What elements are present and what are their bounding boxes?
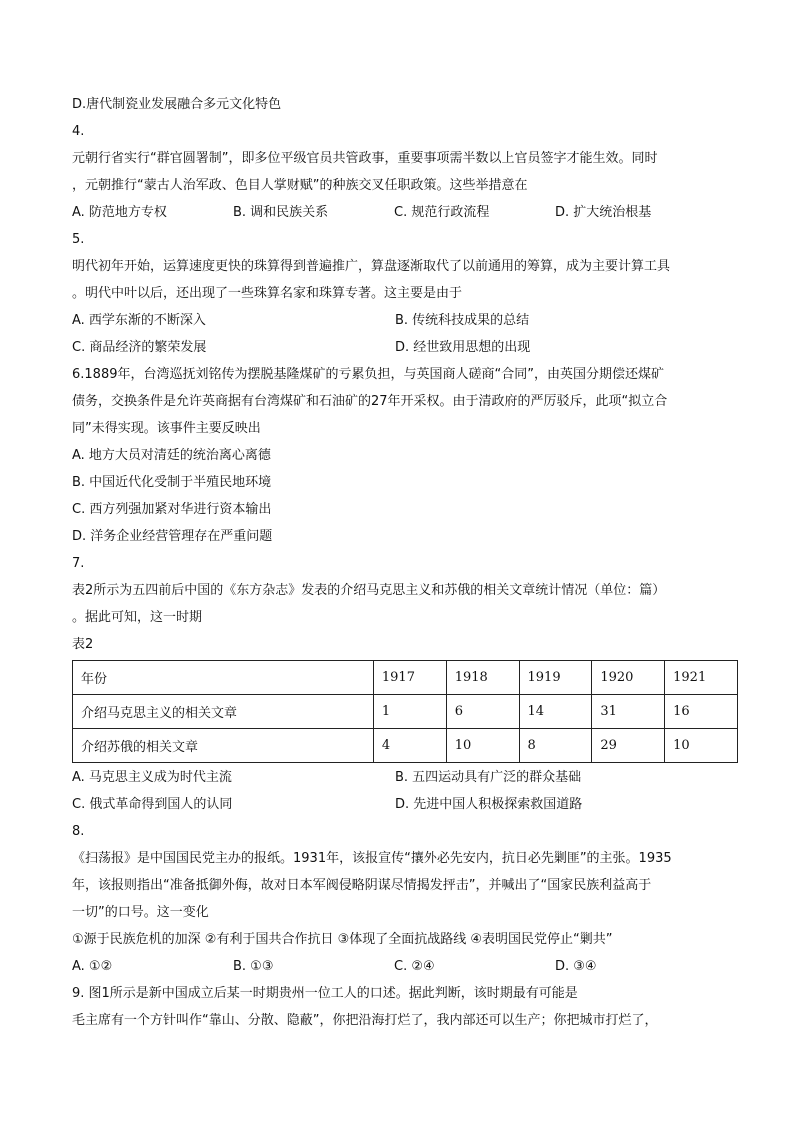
q9-quote-line-1: 毛主席有一个方针叫作“靠山、分散、隐蔽”，你把沿海打烂了，我内部还可以生产；你把城市打烂了，	[72, 1013, 658, 1028]
table-cell: 1919	[519, 661, 592, 695]
q7-stats-table	[72, 660, 738, 763]
q4-option-c: C. 规范行政流程	[394, 205, 490, 220]
q5-options-row-2	[72, 334, 742, 361]
q6-option-a: A. 地方大员对清廷的统治离心离德	[72, 448, 271, 463]
q7-options-row-1	[72, 764, 742, 791]
q8-option-d: D. ③④	[555, 959, 597, 974]
q7-option-b: B. 五四运动具有广泛的群众基础	[395, 770, 582, 785]
q8-option-c: C. ②④	[394, 959, 435, 974]
q5-option-c: C. 商品经济的繁荣发展	[72, 340, 207, 355]
q5-stem-line-2: 。明代中叶以后，还出现了一些珠算名家和珠算专著。这主要是由于	[72, 286, 463, 301]
q8-stem-line-2: 年，该报则指出“准备抵御外侮，故对日本军阀侵略阴谋尽情揭发抨击”，并喊出了“国家民族利益高于	[72, 878, 652, 893]
q4-option-a: A. 防范地方专权	[72, 205, 167, 220]
table-cell: 介绍马克思主义的相关文章	[73, 695, 374, 729]
table-cell: 1921	[665, 661, 738, 695]
q7-number: 7.	[72, 556, 85, 571]
q6-option-c: C. 西方列强加紧对华进行资本输出	[72, 502, 272, 517]
table-cell: 10	[665, 729, 738, 763]
table-cell: 1920	[592, 661, 665, 695]
table-cell: 29	[592, 729, 665, 763]
table-cell: 6	[446, 695, 519, 729]
table-cell: 31	[592, 695, 665, 729]
table-row	[73, 695, 738, 729]
table-header-row	[73, 661, 738, 695]
q4-options	[72, 199, 742, 226]
table-cell: 10	[446, 729, 519, 763]
q7-options-row-2	[72, 791, 742, 818]
table-cell: 1918	[446, 661, 519, 695]
q6-stem-line-1: 6.1889年，台湾巡抚刘铭传为摆脱基隆煤矿的亏累负担，与英国商人磋商“合同”，由英国分期偿还煤矿	[72, 367, 664, 382]
q5-number: 5.	[72, 232, 85, 247]
q5-option-d: D. 经世致用思想的出现	[395, 340, 531, 355]
q5-options-row-1	[72, 307, 742, 334]
q4-option-b: B. 调和民族关系	[233, 205, 329, 220]
table-cell: 8	[519, 729, 592, 763]
table-cell: 1	[373, 695, 446, 729]
table-cell: 4	[373, 729, 446, 763]
q8-stem-line-1: 《扫荡报》是中国国民党主办的报纸。1931年，该报宣传“攘外必先安内，抗日必先剿匪”的主张。1935	[72, 851, 672, 866]
q8-stem-line-3: 一切”的口号。这一变化	[72, 905, 209, 920]
table-row	[73, 729, 738, 763]
q7-stem-line-1: 表2所示为五四前后中国的《东方杂志》发表的介绍马克思主义和苏俄的相关文章统计情况（单位：篇）	[72, 583, 666, 598]
q4-option-d: D. 扩大统治根基	[555, 205, 652, 220]
q4-number: 4.	[72, 124, 85, 139]
q6-option-d: D. 洋务企业经营管理存在严重问题	[72, 529, 273, 544]
q8-option-b: B. ①③	[233, 959, 274, 974]
q7-option-c: C. 俄式革命得到国人的认同	[72, 797, 233, 812]
table-cell: 介绍苏俄的相关文章	[73, 729, 374, 763]
table-cell: 16	[665, 695, 738, 729]
q7-option-a: A. 马克思主义成为时代主流	[72, 770, 232, 785]
table-cell: 1917	[373, 661, 446, 695]
table-cell: 年份	[73, 661, 374, 695]
q7-stem-line-2: 。据此可知，这一时期	[72, 610, 203, 625]
q9-stem-line-1: 9. 图1所示是新中国成立后某一时期贵州一位工人的口述。据此判断，该时期最有可能是	[72, 986, 578, 1001]
q5-stem-line-1: 明代初年开始，运算速度更快的珠算得到普遍推广，算盘逐渐取代了以前通用的筹算，成为主要计算工具	[72, 259, 671, 274]
exam-page	[72, 91, 742, 1034]
q4-stem-line-2: ，元朝推行“蒙古人治军政、色目人掌财赋”的种族交叉任职政策。这些举措意在	[72, 178, 528, 193]
q6-stem-line-2: 债务，交换条件是允许英商据有台湾煤矿和石油矿的27年开采权。由于清政府的严厉驳斥，此项“拟立合	[72, 394, 668, 409]
q7-option-d: D. 先进中国人积极探索救国道路	[395, 797, 583, 812]
q7-table-title: 表2	[72, 637, 94, 652]
q8-statements: ①源于民族危机的加深 ②有利于国共合作抗日 ③体现了全面抗战路线 ④表明国民党停止“剿共”	[72, 932, 613, 947]
q6-stem-line-3: 同”未得实现。该事件主要反映出	[72, 421, 261, 436]
q8-option-a: A. ①②	[72, 959, 113, 974]
q5-option-a: A. 西学东渐的不断深入	[72, 313, 206, 328]
q3-option-d: D.唐代制瓷业发展融合多元文化特色	[72, 97, 282, 112]
q4-stem-line-1: 元朝行省实行“群官圆署制”，即多位平级官员共管政事，重要事项需半数以上官员签字才能生效。同时	[72, 151, 658, 166]
q8-options	[72, 953, 742, 980]
q6-option-b: B. 中国近代化受制于半殖民地环境	[72, 475, 272, 490]
table-cell: 14	[519, 695, 592, 729]
q8-number: 8.	[72, 824, 85, 839]
q5-option-b: B. 传统科技成果的总结	[395, 313, 530, 328]
